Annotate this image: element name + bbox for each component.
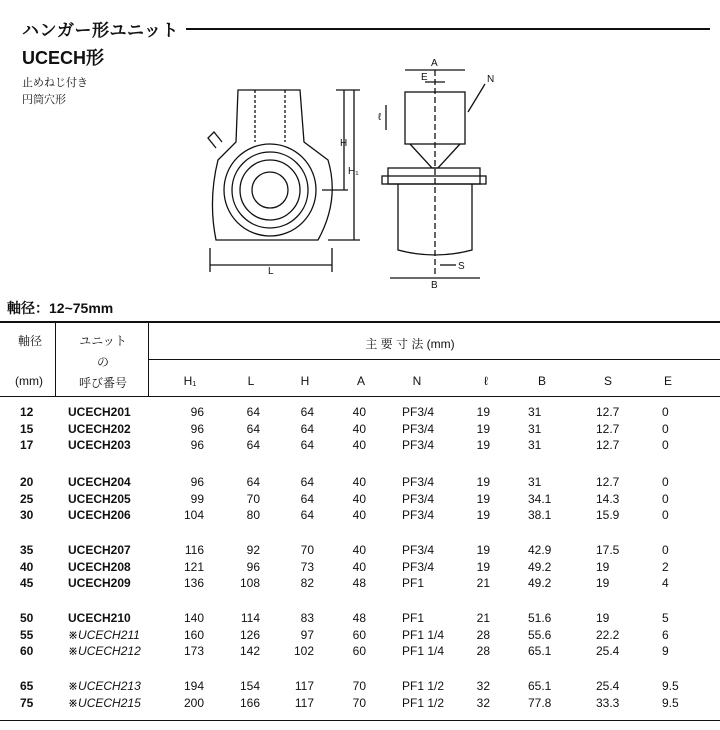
b-cell: 31 bbox=[528, 438, 542, 452]
n-cell: PF3/4 bbox=[402, 508, 435, 522]
b-cell: 51.6 bbox=[528, 611, 552, 625]
h1-cell: 96 bbox=[190, 421, 204, 436]
l-cell: 70 bbox=[246, 491, 260, 506]
b-cell: 38.1 bbox=[528, 508, 552, 522]
b-cell: 65.1 bbox=[528, 679, 552, 693]
h1-cell: 104 bbox=[183, 508, 204, 522]
ell-cell: 19 bbox=[476, 508, 490, 522]
b-cell: 34.1 bbox=[528, 491, 552, 506]
label-L: L bbox=[268, 266, 274, 277]
e-cell: 0 bbox=[662, 475, 669, 489]
h1-cell: 194 bbox=[183, 679, 204, 693]
n-cell: PF3/4 bbox=[402, 438, 435, 452]
h-cell: 70 bbox=[300, 543, 314, 557]
s-cell: 19 bbox=[596, 611, 610, 625]
ell-cell: 19 bbox=[476, 405, 490, 419]
l-cell: 154 bbox=[239, 679, 260, 693]
h1-cell: 173 bbox=[183, 644, 204, 658]
a-cell: 40 bbox=[352, 405, 366, 419]
front-housing bbox=[212, 90, 332, 240]
ell-cell: 19 bbox=[476, 491, 490, 506]
h-cell: 64 bbox=[300, 491, 314, 506]
a-cell: 40 bbox=[352, 543, 366, 557]
header-unit-2: の bbox=[96, 355, 109, 369]
shaft-cell: 35 bbox=[20, 543, 34, 557]
label-N: N bbox=[487, 74, 495, 85]
e-cell: 0 bbox=[662, 508, 669, 522]
a-cell: 48 bbox=[352, 576, 366, 590]
a-cell: 70 bbox=[352, 695, 366, 710]
s-cell: 15.9 bbox=[596, 508, 620, 522]
table-bottom-rule bbox=[0, 720, 720, 721]
h1-cell: 121 bbox=[183, 559, 204, 574]
col-divider-1 bbox=[55, 321, 56, 397]
h1-cell: 96 bbox=[190, 405, 204, 419]
feature-cylindrical-bore: 円筒穴形 bbox=[22, 94, 66, 106]
b-cell: 42.9 bbox=[528, 543, 552, 557]
n-cell: PF3/4 bbox=[402, 421, 435, 436]
s-cell: 25.4 bbox=[596, 644, 620, 658]
grease-nipple bbox=[208, 132, 222, 148]
col-divider-2 bbox=[148, 321, 149, 397]
a-cell: 48 bbox=[352, 611, 366, 625]
unit-number-cell: UCECH205 bbox=[68, 491, 131, 506]
b-cell: 31 bbox=[528, 421, 542, 436]
ell-cell: 21 bbox=[476, 576, 490, 590]
e-cell: 0 bbox=[662, 405, 669, 419]
l-cell: 64 bbox=[246, 421, 260, 436]
b-cell: 31 bbox=[528, 405, 542, 419]
s-cell: 19 bbox=[596, 576, 610, 590]
l-cell: 64 bbox=[246, 475, 260, 489]
header-col-n: N bbox=[412, 374, 422, 388]
feature-setscrew: 止めねじ付き bbox=[22, 77, 88, 89]
n-cell: PF1 bbox=[402, 576, 425, 590]
ell-cell: 19 bbox=[476, 475, 490, 489]
unit-number-cell: UCECH206 bbox=[68, 508, 131, 522]
h1-cell: 96 bbox=[190, 475, 204, 489]
l-cell: 114 bbox=[240, 611, 260, 625]
a-cell: 40 bbox=[352, 559, 366, 574]
b-cell: 77.8 bbox=[528, 695, 552, 710]
s-cell: 12.7 bbox=[596, 405, 620, 419]
bore-range: 軸径：12~75mm bbox=[7, 300, 114, 316]
h1-cell: 136 bbox=[183, 576, 204, 590]
b-cell: 49.2 bbox=[528, 559, 552, 574]
h-cell: 64 bbox=[300, 405, 314, 419]
shaft-cell: 17 bbox=[20, 438, 34, 452]
header-shaft: 軸径 bbox=[17, 334, 42, 348]
e-cell: 0 bbox=[662, 543, 669, 557]
b-cell: 65.1 bbox=[528, 644, 552, 658]
ell-cell: 32 bbox=[476, 679, 490, 693]
l-cell: 92 bbox=[246, 543, 260, 557]
unit-number-cell: UCECH210 bbox=[68, 611, 131, 625]
l-cell: 64 bbox=[246, 438, 260, 452]
header-main-dims: 主 要 寸 法 (mm) bbox=[365, 337, 455, 351]
unit-number-cell: UCECH204 bbox=[68, 475, 131, 489]
unit-number-cell: ※UCECH213 bbox=[68, 679, 141, 693]
a-cell: 60 bbox=[352, 644, 366, 658]
header-col-h: H bbox=[300, 374, 310, 388]
ell-cell: 19 bbox=[476, 559, 490, 574]
l-cell: 108 bbox=[239, 576, 260, 590]
b-cell: 31 bbox=[528, 475, 542, 489]
n-cell: PF1 1/2 bbox=[402, 679, 445, 693]
s-cell: 12.7 bbox=[596, 438, 620, 452]
h-cell: 117 bbox=[294, 679, 314, 693]
h-cell: 102 bbox=[293, 644, 314, 658]
n-cell: PF3/4 bbox=[402, 559, 435, 574]
shaft-cell: 75 bbox=[20, 695, 34, 710]
ell-cell: 19 bbox=[476, 438, 490, 452]
h-cell: 64 bbox=[300, 475, 314, 489]
n-cell: PF1 1/4 bbox=[402, 644, 445, 658]
ell-cell: 19 bbox=[476, 421, 490, 436]
shaft-cell: 25 bbox=[20, 491, 34, 506]
unit-number-cell: ※UCECH211 bbox=[68, 627, 140, 642]
shaft-cell: 12 bbox=[20, 405, 34, 419]
header-col-b: B bbox=[537, 374, 546, 388]
n-cell: PF3/4 bbox=[402, 543, 435, 557]
label-S: S bbox=[458, 261, 465, 272]
header-col-ell: ℓ bbox=[484, 374, 488, 388]
n-cell: PF1 1/2 bbox=[402, 695, 445, 710]
h-cell: 117 bbox=[294, 695, 314, 710]
s-cell: 22.2 bbox=[596, 627, 620, 642]
header-col-l: L bbox=[247, 374, 255, 388]
page-title: ハンガー形ユニット bbox=[22, 21, 179, 40]
dims-rule bbox=[148, 359, 720, 360]
unit-number-cell: UCECH201 bbox=[68, 405, 131, 419]
e-cell: 5 bbox=[662, 611, 669, 625]
h1-cell: 116 bbox=[184, 543, 204, 557]
h-cell: 73 bbox=[300, 559, 314, 574]
a-cell: 40 bbox=[352, 475, 366, 489]
shaft-cell: 20 bbox=[20, 475, 34, 489]
unit-number-cell: UCECH209 bbox=[68, 576, 131, 590]
ell-cell: 32 bbox=[476, 695, 490, 710]
model-name: UCECH形 bbox=[22, 48, 105, 68]
shaft-cell: 30 bbox=[20, 508, 34, 522]
h1-cell: 99 bbox=[190, 491, 204, 506]
header-unit-3: 呼び番号 bbox=[78, 376, 127, 390]
a-cell: 70 bbox=[352, 679, 366, 693]
label-E: E bbox=[421, 72, 428, 83]
table-top-rule bbox=[0, 321, 720, 323]
s-cell: 12.7 bbox=[596, 421, 620, 436]
h1-cell: 200 bbox=[183, 695, 204, 710]
e-cell: 9 bbox=[662, 644, 669, 658]
e-cell: 6 bbox=[662, 627, 669, 642]
h-cell: 64 bbox=[300, 438, 314, 452]
unit-number-cell: UCECH202 bbox=[68, 421, 131, 436]
h1-cell: 160 bbox=[183, 627, 204, 642]
e-cell: 0 bbox=[662, 438, 669, 452]
l-cell: 64 bbox=[246, 405, 260, 419]
header-unit-1: ユニット bbox=[79, 334, 127, 348]
h-cell: 64 bbox=[300, 508, 314, 522]
e-cell: 0 bbox=[662, 491, 669, 506]
s-cell: 17.5 bbox=[596, 543, 620, 557]
header-col-h1: H₁ bbox=[183, 374, 197, 388]
unit-number-cell: ※UCECH212 bbox=[68, 644, 141, 658]
shaft-cell: 45 bbox=[20, 576, 34, 590]
shaft-cell: 55 bbox=[20, 627, 34, 642]
bore-circle bbox=[252, 172, 288, 208]
header-col-s: S bbox=[603, 374, 612, 388]
n-cell: PF3/4 bbox=[402, 475, 435, 489]
s-cell: 14.3 bbox=[596, 491, 620, 506]
label-ell: ℓ bbox=[378, 112, 382, 123]
e-cell: 9.5 bbox=[662, 695, 679, 710]
a-cell: 40 bbox=[352, 421, 366, 436]
s-cell: 12.7 bbox=[596, 475, 620, 489]
e-cell: 2 bbox=[662, 559, 669, 574]
n-cell: PF3/4 bbox=[402, 405, 435, 419]
n-cell: PF1 1/4 bbox=[402, 627, 445, 642]
e-cell: 0 bbox=[662, 421, 669, 436]
l-cell: 96 bbox=[246, 559, 260, 574]
ell-cell: 19 bbox=[476, 543, 490, 557]
h-cell: 82 bbox=[300, 576, 314, 590]
h1-cell: 96 bbox=[190, 438, 204, 452]
header-bottom-rule bbox=[0, 396, 720, 397]
e-cell: 4 bbox=[662, 576, 669, 590]
a-cell: 40 bbox=[352, 438, 366, 452]
s-cell: 25.4 bbox=[596, 679, 620, 693]
unit-number-cell: UCECH207 bbox=[68, 543, 131, 557]
s-cell: 19 bbox=[596, 559, 610, 574]
header-col-a: A bbox=[356, 374, 365, 388]
h-cell: 64 bbox=[300, 421, 314, 436]
b-cell: 49.2 bbox=[528, 576, 552, 590]
a-cell: 60 bbox=[352, 627, 366, 642]
shaft-cell: 65 bbox=[20, 679, 34, 693]
unit-number-cell: UCECH208 bbox=[68, 559, 131, 574]
b-cell: 55.6 bbox=[528, 627, 552, 642]
unit-number-cell: ※UCECH215 bbox=[68, 695, 141, 710]
hanger-unit-diagram bbox=[200, 50, 510, 290]
ell-cell: 21 bbox=[476, 611, 490, 625]
s-cell: 33.3 bbox=[596, 695, 620, 710]
n-cell: PF1 bbox=[402, 611, 425, 625]
ell-cell: 28 bbox=[476, 627, 490, 642]
unit-number-cell: UCECH203 bbox=[68, 438, 131, 452]
ell-cell: 28 bbox=[476, 644, 490, 658]
l-cell: 126 bbox=[239, 627, 260, 642]
header-col-e: E bbox=[663, 374, 672, 388]
shaft-cell: 15 bbox=[20, 421, 34, 436]
label-A: A bbox=[431, 58, 438, 69]
h-cell: 83 bbox=[300, 611, 314, 625]
outer-ring bbox=[224, 144, 316, 236]
header-mm: (mm) bbox=[15, 374, 43, 388]
label-H1: H₁ bbox=[348, 166, 359, 177]
n-cell: PF3/4 bbox=[402, 491, 435, 506]
shaft-cell: 40 bbox=[20, 559, 34, 574]
h1-cell: 140 bbox=[183, 611, 204, 625]
title-rule bbox=[186, 28, 710, 30]
e-cell: 9.5 bbox=[662, 679, 679, 693]
a-cell: 40 bbox=[352, 491, 366, 506]
l-cell: 142 bbox=[239, 644, 260, 658]
l-cell: 80 bbox=[246, 508, 260, 522]
l-cell: 166 bbox=[239, 695, 260, 710]
shaft-cell: 50 bbox=[20, 611, 34, 625]
a-cell: 40 bbox=[352, 508, 366, 522]
label-H: H bbox=[340, 138, 348, 149]
h-cell: 97 bbox=[300, 627, 314, 642]
label-B: B bbox=[431, 280, 438, 290]
shaft-cell: 60 bbox=[20, 644, 34, 658]
